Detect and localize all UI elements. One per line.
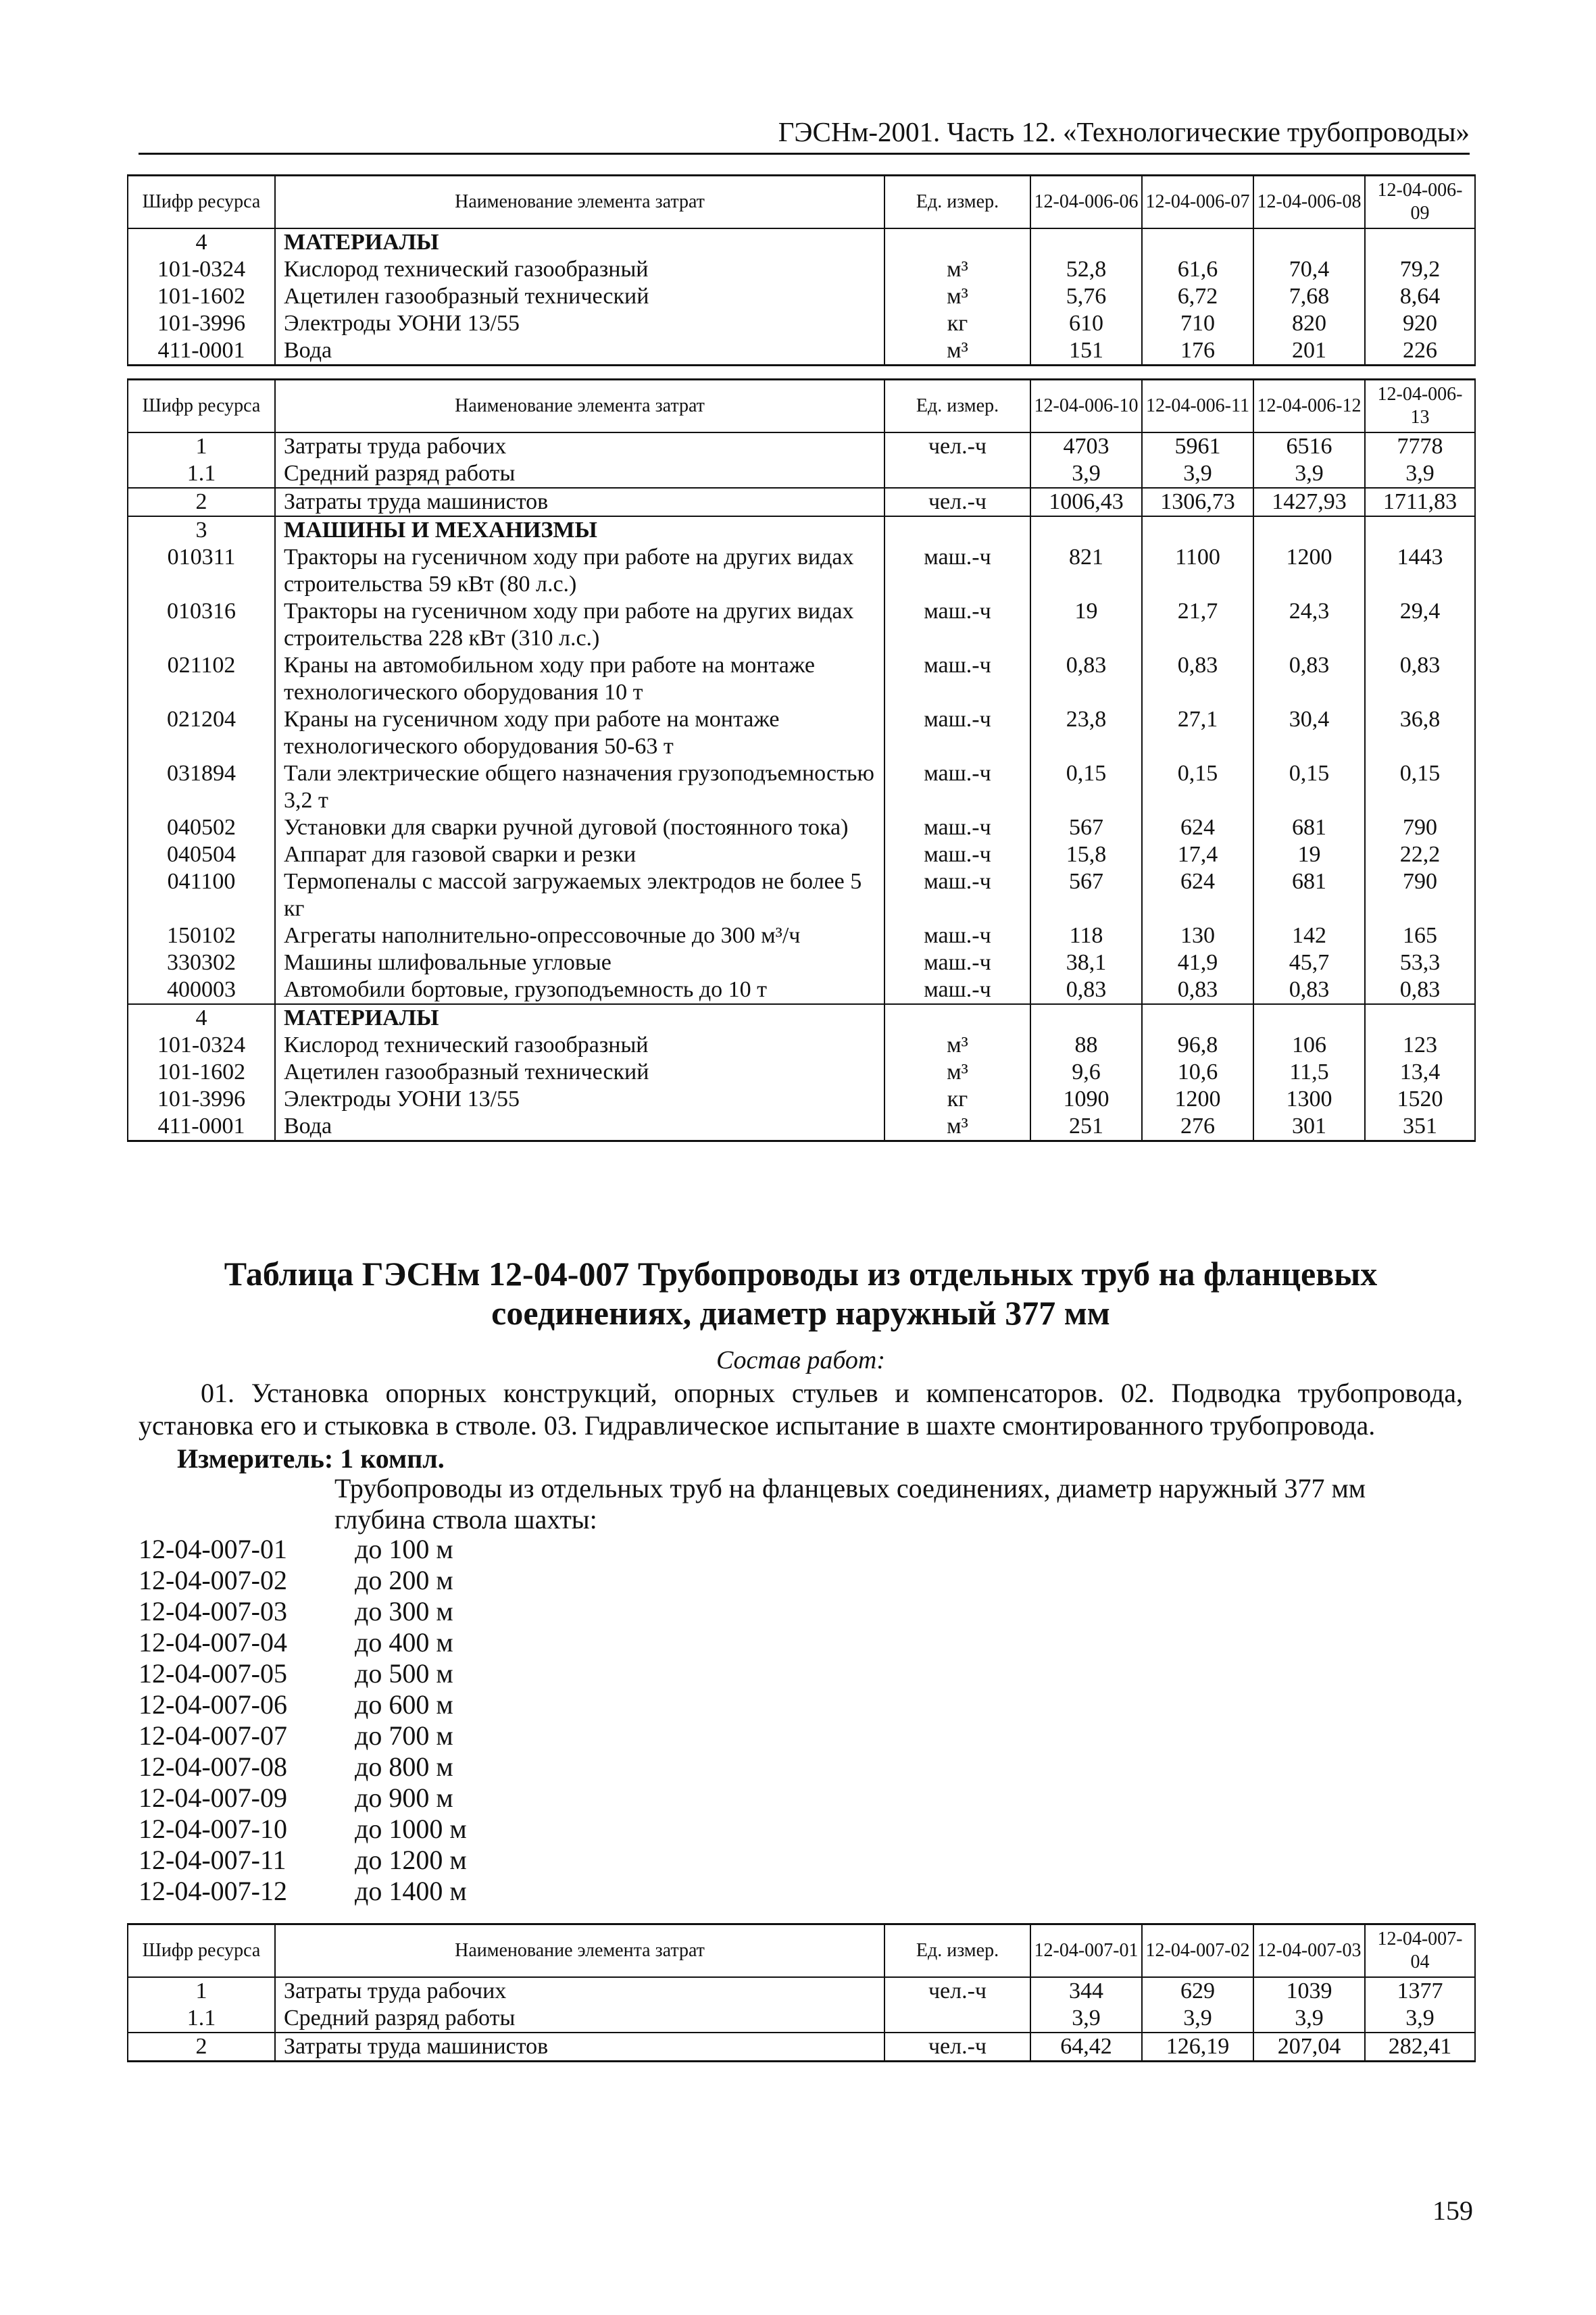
value-cell: 130 bbox=[1142, 922, 1253, 949]
variant-item bbox=[139, 1627, 467, 1658]
variant-depth: до 500 м bbox=[355, 1658, 453, 1689]
value-cell: 88 bbox=[1030, 1032, 1142, 1059]
unit-cell: чел.-ч bbox=[884, 2033, 1030, 2062]
variant-code: 12-04-007-09 bbox=[139, 1783, 287, 1813]
table-row bbox=[128, 337, 1475, 366]
table-row bbox=[128, 2033, 1475, 2062]
value-cell bbox=[1030, 516, 1142, 544]
value-cell bbox=[1142, 1004, 1253, 1032]
resource-table-006-10-13 bbox=[127, 378, 1476, 1142]
cost-element-name: Термопеналы с массой загружаемых электродов не более 5 кг bbox=[275, 868, 884, 922]
unit-cell: чел.-ч bbox=[884, 1977, 1030, 2005]
value-cell: 201 bbox=[1253, 337, 1365, 366]
cost-element-name: Вода bbox=[275, 337, 884, 366]
value-cell: 106 bbox=[1253, 1032, 1365, 1059]
value-cell: 1377 bbox=[1365, 1977, 1475, 2005]
header-norm-code: 12-04-006-09 bbox=[1365, 176, 1475, 229]
resource-code: 1.1 bbox=[128, 2005, 275, 2033]
header-name: Наименование элемента затрат bbox=[275, 380, 884, 433]
value-cell: 19 bbox=[1253, 841, 1365, 868]
resource-code: 040502 bbox=[128, 814, 275, 841]
unit-cell bbox=[884, 2005, 1030, 2033]
table-row bbox=[128, 598, 1475, 652]
table-row bbox=[128, 460, 1475, 488]
section-row bbox=[128, 516, 1475, 544]
unit-cell: м³ bbox=[884, 1032, 1030, 1059]
header-norm-code: 12-04-006-08 bbox=[1253, 176, 1365, 229]
header-norm-code: 12-04-007-02 bbox=[1142, 1924, 1253, 1978]
header-unit: Ед. измер. bbox=[884, 176, 1030, 229]
value-cell: 5961 bbox=[1142, 432, 1253, 460]
resource-code: 010316 bbox=[128, 598, 275, 652]
table-row bbox=[128, 1032, 1475, 1059]
cost-element-name: Кислород технический газообразный bbox=[275, 1032, 884, 1059]
value-cell: 1090 bbox=[1030, 1086, 1142, 1113]
value-cell: 176 bbox=[1142, 337, 1253, 366]
header-code: Шифр ресурса bbox=[128, 380, 275, 433]
resource-code: 101-3996 bbox=[128, 1086, 275, 1113]
unit-cell: маш.-ч bbox=[884, 868, 1030, 922]
value-cell: 251 bbox=[1030, 1113, 1142, 1141]
value-cell: 36,8 bbox=[1365, 706, 1475, 760]
table-row bbox=[128, 283, 1475, 310]
value-cell: 38,1 bbox=[1030, 949, 1142, 976]
value-cell: 3,9 bbox=[1365, 460, 1475, 488]
unit-cell: маш.-ч bbox=[884, 814, 1030, 841]
cost-element-name: Ацетилен газообразный технический bbox=[275, 1059, 884, 1086]
resource-code: 040504 bbox=[128, 841, 275, 868]
work-composition-text: 01. Установка опорных конструкций, опорных стульев и компенсаторов. 02. Подводка трубопровода, установка его и стыковка в стволе. 03. Гидравлическое испытание в шахте смонтированного трубопровода. bbox=[139, 1378, 1463, 1441]
value-cell: 821 bbox=[1030, 544, 1142, 598]
value-cell: 22,2 bbox=[1365, 841, 1475, 868]
value-cell: 790 bbox=[1365, 814, 1475, 841]
unit-cell: кг bbox=[884, 1086, 1030, 1113]
section-row bbox=[128, 228, 1475, 256]
value-cell: 8,64 bbox=[1365, 283, 1475, 310]
cost-element-name: Краны на автомобильном ходу при работе на монтаже технологического оборудования 10 т bbox=[275, 652, 884, 706]
value-cell: 64,42 bbox=[1030, 2033, 1142, 2062]
cost-element-name: Электроды УОНИ 13/55 bbox=[275, 310, 884, 337]
variant-code: 12-04-007-06 bbox=[139, 1689, 287, 1720]
value-cell: 790 bbox=[1365, 868, 1475, 922]
resource-code: 101-3996 bbox=[128, 310, 275, 337]
cost-element-name: Средний разряд работы bbox=[275, 460, 884, 488]
value-cell: 123 bbox=[1365, 1032, 1475, 1059]
value-cell: 45,7 bbox=[1253, 949, 1365, 976]
value-cell: 21,7 bbox=[1142, 598, 1253, 652]
variant-item bbox=[139, 1845, 467, 1876]
value-cell: 41,9 bbox=[1142, 949, 1253, 976]
running-header: ГЭСНм-2001. Часть 12. «Технологические трубопроводы» bbox=[139, 115, 1470, 155]
unit-cell: маш.-ч bbox=[884, 949, 1030, 976]
value-cell: 0,83 bbox=[1365, 652, 1475, 706]
value-cell: 1711,83 bbox=[1365, 488, 1475, 516]
value-cell: 5,76 bbox=[1030, 283, 1142, 310]
value-cell bbox=[1253, 228, 1365, 256]
resource-code: 4 bbox=[128, 228, 275, 256]
variant-code: 12-04-007-02 bbox=[139, 1565, 287, 1595]
value-cell: 61,6 bbox=[1142, 256, 1253, 283]
variant-depth: до 300 м bbox=[355, 1596, 453, 1626]
variant-depth: до 100 м bbox=[355, 1534, 453, 1564]
table-header-row bbox=[128, 380, 1475, 433]
resource-code: 411-0001 bbox=[128, 1113, 275, 1141]
value-cell: 19 bbox=[1030, 598, 1142, 652]
header-unit: Ед. измер. bbox=[884, 380, 1030, 433]
value-cell: 1100 bbox=[1142, 544, 1253, 598]
value-cell bbox=[1253, 516, 1365, 544]
cost-element-name: Затраты труда машинистов bbox=[275, 2033, 884, 2062]
value-cell: 301 bbox=[1253, 1113, 1365, 1141]
value-cell: 1006,43 bbox=[1030, 488, 1142, 516]
table-row bbox=[128, 1086, 1475, 1113]
variant-depth: до 600 м bbox=[355, 1689, 453, 1720]
value-cell: 13,4 bbox=[1365, 1059, 1475, 1086]
table-header-row bbox=[128, 1924, 1475, 1978]
resource-code: 1 bbox=[128, 432, 275, 460]
header-code: Шифр ресурса bbox=[128, 1924, 275, 1978]
variant-code: 12-04-007-08 bbox=[139, 1751, 287, 1782]
cost-element-name: Агрегаты наполнительно-опрессовочные до 300 м³/ч bbox=[275, 922, 884, 949]
resource-code: 041100 bbox=[128, 868, 275, 922]
unit-cell: маш.-ч bbox=[884, 976, 1030, 1004]
value-cell: 3,9 bbox=[1030, 2005, 1142, 2033]
cost-element-name: Краны на гусеничном ходу при работе на монтаже технологического оборудования 50-63 т bbox=[275, 706, 884, 760]
value-cell: 24,3 bbox=[1253, 598, 1365, 652]
value-cell: 3,9 bbox=[1030, 460, 1142, 488]
value-cell: 142 bbox=[1253, 922, 1365, 949]
value-cell: 3,9 bbox=[1365, 2005, 1475, 2033]
value-cell: 0,15 bbox=[1253, 760, 1365, 814]
unit-cell bbox=[884, 228, 1030, 256]
variant-item bbox=[139, 1814, 467, 1845]
value-cell: 0,83 bbox=[1253, 652, 1365, 706]
variant-code: 12-04-007-05 bbox=[139, 1658, 287, 1689]
table-row bbox=[128, 1059, 1475, 1086]
value-cell: 0,15 bbox=[1030, 760, 1142, 814]
value-cell: 1200 bbox=[1253, 544, 1365, 598]
page-number: 159 bbox=[1432, 2195, 1473, 2226]
resource-code: 021204 bbox=[128, 706, 275, 760]
value-cell: 681 bbox=[1253, 814, 1365, 841]
unit-cell: чел.-ч bbox=[884, 488, 1030, 516]
variant-item bbox=[139, 1658, 467, 1689]
value-cell: 17,4 bbox=[1142, 841, 1253, 868]
variant-depth: до 400 м bbox=[355, 1627, 453, 1658]
resource-code: 1 bbox=[128, 1977, 275, 2005]
variant-depth: до 700 м bbox=[355, 1720, 453, 1751]
cost-element-name: МАТЕРИАЛЫ bbox=[275, 1004, 884, 1032]
value-cell bbox=[1253, 1004, 1365, 1032]
section-row bbox=[128, 1004, 1475, 1032]
work-composition-label: Состав работ: bbox=[716, 1346, 886, 1374]
table-row bbox=[128, 814, 1475, 841]
header-norm-code: 12-04-007-01 bbox=[1030, 1924, 1142, 1978]
value-cell bbox=[1365, 1004, 1475, 1032]
value-cell: 351 bbox=[1365, 1113, 1475, 1141]
variant-item bbox=[139, 1565, 467, 1596]
table-row bbox=[128, 949, 1475, 976]
table-row bbox=[128, 652, 1475, 706]
header-name: Наименование элемента затрат bbox=[275, 176, 884, 229]
value-cell: 52,8 bbox=[1030, 256, 1142, 283]
value-cell: 3,9 bbox=[1142, 460, 1253, 488]
value-cell bbox=[1142, 228, 1253, 256]
value-cell: 165 bbox=[1365, 922, 1475, 949]
resource-code: 400003 bbox=[128, 976, 275, 1004]
variant-list bbox=[139, 1534, 467, 1907]
table-description: Трубопроводы из отдельных труб на фланцевых соединениях, диаметр наружный 377 мм глубина ствола шахты: bbox=[334, 1473, 1366, 1535]
value-cell: 567 bbox=[1030, 814, 1142, 841]
variant-item bbox=[139, 1720, 467, 1751]
resource-code: 150102 bbox=[128, 922, 275, 949]
variant-item bbox=[139, 1534, 467, 1565]
cost-element-name: Затраты труда рабочих bbox=[275, 1977, 884, 2005]
value-cell: 610 bbox=[1030, 310, 1142, 337]
unit-cell: маш.-ч bbox=[884, 598, 1030, 652]
resource-code: 010311 bbox=[128, 544, 275, 598]
header-norm-code: 12-04-006-11 bbox=[1142, 380, 1253, 433]
resource-code: 021102 bbox=[128, 652, 275, 706]
resource-code: 101-1602 bbox=[128, 283, 275, 310]
cost-element-name: Вода bbox=[275, 1113, 884, 1141]
table-row bbox=[128, 976, 1475, 1004]
header-norm-code: 12-04-006-13 bbox=[1365, 380, 1475, 433]
value-cell bbox=[1030, 228, 1142, 256]
value-cell: 151 bbox=[1030, 337, 1142, 366]
value-cell: 11,5 bbox=[1253, 1059, 1365, 1086]
value-cell: 567 bbox=[1030, 868, 1142, 922]
variant-item bbox=[139, 1751, 467, 1783]
value-cell: 0,15 bbox=[1365, 760, 1475, 814]
variant-code: 12-04-007-07 bbox=[139, 1720, 287, 1751]
variant-item bbox=[139, 1876, 467, 1907]
value-cell: 4703 bbox=[1030, 432, 1142, 460]
table-row bbox=[128, 706, 1475, 760]
value-cell: 6516 bbox=[1253, 432, 1365, 460]
value-cell: 15,8 bbox=[1030, 841, 1142, 868]
value-cell: 70,4 bbox=[1253, 256, 1365, 283]
cost-element-name: Тракторы на гусеничном ходу при работе на других видах строительства 228 кВт (310 л.с.) bbox=[275, 598, 884, 652]
table-row bbox=[128, 432, 1475, 460]
value-cell: 276 bbox=[1142, 1113, 1253, 1141]
unit-cell: м³ bbox=[884, 1113, 1030, 1141]
unit-cell: маш.-ч bbox=[884, 544, 1030, 598]
variant-depth: до 1400 м bbox=[355, 1876, 467, 1906]
resource-code: 4 bbox=[128, 1004, 275, 1032]
cost-element-name: Тали электрические общего назначения грузоподъемностью 3,2 т bbox=[275, 760, 884, 814]
resource-code: 3 bbox=[128, 516, 275, 544]
table-header-row bbox=[128, 176, 1475, 229]
value-cell: 79,2 bbox=[1365, 256, 1475, 283]
value-cell: 624 bbox=[1142, 814, 1253, 841]
value-cell: 29,4 bbox=[1365, 598, 1475, 652]
value-cell: 226 bbox=[1365, 337, 1475, 366]
resource-code: 031894 bbox=[128, 760, 275, 814]
cost-element-name: Затраты труда машинистов bbox=[275, 488, 884, 516]
header-norm-code: 12-04-006-10 bbox=[1030, 380, 1142, 433]
unit-cell: маш.-ч bbox=[884, 760, 1030, 814]
table-row bbox=[128, 488, 1475, 516]
value-cell: 282,41 bbox=[1365, 2033, 1475, 2062]
value-cell: 207,04 bbox=[1253, 2033, 1365, 2062]
table-row bbox=[128, 841, 1475, 868]
variant-code: 12-04-007-01 bbox=[139, 1534, 287, 1564]
unit-cell: м³ bbox=[884, 256, 1030, 283]
resource-code: 1.1 bbox=[128, 460, 275, 488]
resource-code: 411-0001 bbox=[128, 337, 275, 366]
cost-element-name: Электроды УОНИ 13/55 bbox=[275, 1086, 884, 1113]
value-cell: 7,68 bbox=[1253, 283, 1365, 310]
resource-code: 330302 bbox=[128, 949, 275, 976]
value-cell: 0,83 bbox=[1142, 976, 1253, 1004]
variant-code: 12-04-007-04 bbox=[139, 1627, 287, 1658]
table-row bbox=[128, 2005, 1475, 2033]
value-cell bbox=[1365, 516, 1475, 544]
header-code: Шифр ресурса bbox=[128, 176, 275, 229]
table-row bbox=[128, 544, 1475, 598]
value-cell: 23,8 bbox=[1030, 706, 1142, 760]
header-norm-code: 12-04-007-04 bbox=[1365, 1924, 1475, 1978]
cost-element-name: Средний разряд работы bbox=[275, 2005, 884, 2033]
resource-code: 101-1602 bbox=[128, 1059, 275, 1086]
variant-item bbox=[139, 1689, 467, 1720]
table-row bbox=[128, 1113, 1475, 1141]
cost-element-name: Ацетилен газообразный технический bbox=[275, 283, 884, 310]
unit-cell bbox=[884, 1004, 1030, 1032]
resource-table-006-06-09 bbox=[127, 174, 1476, 366]
unit-cell: маш.-ч bbox=[884, 706, 1030, 760]
variant-code: 12-04-007-10 bbox=[139, 1814, 287, 1844]
cost-element-name: Кислород технический газообразный bbox=[275, 256, 884, 283]
value-cell bbox=[1142, 516, 1253, 544]
value-cell: 0,83 bbox=[1030, 652, 1142, 706]
header-norm-code: 12-04-006-12 bbox=[1253, 380, 1365, 433]
value-cell: 118 bbox=[1030, 922, 1142, 949]
cost-element-name: Установки для сварки ручной дуговой (постоянного тока) bbox=[275, 814, 884, 841]
value-cell: 0,15 bbox=[1142, 760, 1253, 814]
header-unit: Ед. измер. bbox=[884, 1924, 1030, 1978]
unit-cell: маш.-ч bbox=[884, 922, 1030, 949]
unit-cell: м³ bbox=[884, 283, 1030, 310]
value-cell: 3,9 bbox=[1253, 460, 1365, 488]
value-cell: 681 bbox=[1253, 868, 1365, 922]
table-row bbox=[128, 922, 1475, 949]
resource-code: 101-0324 bbox=[128, 256, 275, 283]
variant-item bbox=[139, 1783, 467, 1814]
value-cell bbox=[1365, 228, 1475, 256]
value-cell: 0,83 bbox=[1142, 652, 1253, 706]
value-cell: 53,3 bbox=[1365, 949, 1475, 976]
cost-element-name: Аппарат для газовой сварки и резки bbox=[275, 841, 884, 868]
variant-depth: до 900 м bbox=[355, 1783, 453, 1813]
resource-table-007-01-04 bbox=[127, 1923, 1476, 2062]
value-cell: 629 bbox=[1142, 1977, 1253, 2005]
table-title: Таблица ГЭСНм 12-04-007 Трубопроводы из отдельных труб на фланцевых соединениях, диаметр наружный 377 мм bbox=[224, 1255, 1378, 1332]
value-cell: 1200 bbox=[1142, 1086, 1253, 1113]
value-cell: 0,83 bbox=[1253, 976, 1365, 1004]
cost-element-name: Машины шлифовальные угловые bbox=[275, 949, 884, 976]
value-cell: 7778 bbox=[1365, 432, 1475, 460]
value-cell: 30,4 bbox=[1253, 706, 1365, 760]
value-cell bbox=[1030, 1004, 1142, 1032]
value-cell: 96,8 bbox=[1142, 1032, 1253, 1059]
unit-cell: м³ bbox=[884, 1059, 1030, 1086]
value-cell: 0,83 bbox=[1365, 976, 1475, 1004]
cost-element-name: МАШИНЫ И МЕХАНИЗМЫ bbox=[275, 516, 884, 544]
value-cell: 624 bbox=[1142, 868, 1253, 922]
value-cell: 3,9 bbox=[1142, 2005, 1253, 2033]
value-cell: 710 bbox=[1142, 310, 1253, 337]
header-norm-code: 12-04-006-06 bbox=[1030, 176, 1142, 229]
value-cell: 27,1 bbox=[1142, 706, 1253, 760]
value-cell: 126,19 bbox=[1142, 2033, 1253, 2062]
variant-depth: до 1000 м bbox=[355, 1814, 467, 1844]
variant-code: 12-04-007-03 bbox=[139, 1596, 287, 1626]
resource-code: 2 bbox=[128, 488, 275, 516]
variant-depth: до 200 м bbox=[355, 1565, 453, 1595]
unit-cell bbox=[884, 460, 1030, 488]
value-cell: 9,6 bbox=[1030, 1059, 1142, 1086]
value-cell: 344 bbox=[1030, 1977, 1142, 2005]
table-row bbox=[128, 256, 1475, 283]
value-cell: 0,83 bbox=[1030, 976, 1142, 1004]
table-row bbox=[128, 1977, 1475, 2005]
value-cell: 1306,73 bbox=[1142, 488, 1253, 516]
value-cell: 1520 bbox=[1365, 1086, 1475, 1113]
resource-code: 101-0324 bbox=[128, 1032, 275, 1059]
value-cell: 6,72 bbox=[1142, 283, 1253, 310]
variant-item bbox=[139, 1596, 467, 1627]
cost-element-name: Тракторы на гусеничном ходу при работе на других видах строительства 59 кВт (80 л.с.) bbox=[275, 544, 884, 598]
unit-cell bbox=[884, 516, 1030, 544]
unit-cell: маш.-ч bbox=[884, 652, 1030, 706]
measure-line bbox=[177, 1443, 445, 1475]
table-row bbox=[128, 760, 1475, 814]
unit-cell: м³ bbox=[884, 337, 1030, 366]
measure-value: 1 компл. bbox=[340, 1443, 445, 1474]
value-cell: 10,6 bbox=[1142, 1059, 1253, 1086]
value-cell: 1039 bbox=[1253, 1977, 1365, 2005]
unit-cell: маш.-ч bbox=[884, 841, 1030, 868]
variant-depth: до 1200 м bbox=[355, 1845, 467, 1875]
variant-code: 12-04-007-11 bbox=[139, 1845, 286, 1875]
header-norm-code: 12-04-007-03 bbox=[1253, 1924, 1365, 1978]
value-cell: 1443 bbox=[1365, 544, 1475, 598]
value-cell: 1300 bbox=[1253, 1086, 1365, 1113]
unit-cell: чел.-ч bbox=[884, 432, 1030, 460]
table-row bbox=[128, 868, 1475, 922]
variant-code: 12-04-007-12 bbox=[139, 1876, 287, 1906]
unit-cell: кг bbox=[884, 310, 1030, 337]
measure-label: Измеритель: bbox=[177, 1443, 334, 1474]
value-cell: 3,9 bbox=[1253, 2005, 1365, 2033]
header-name: Наименование элемента затрат bbox=[275, 1924, 884, 1978]
resource-code: 2 bbox=[128, 2033, 275, 2062]
cost-element-name: МАТЕРИАЛЫ bbox=[275, 228, 884, 256]
variant-depth: до 800 м bbox=[355, 1751, 453, 1782]
value-cell: 820 bbox=[1253, 310, 1365, 337]
value-cell: 920 bbox=[1365, 310, 1475, 337]
value-cell: 1427,93 bbox=[1253, 488, 1365, 516]
header-norm-code: 12-04-006-07 bbox=[1142, 176, 1253, 229]
cost-element-name: Автомобили бортовые, грузоподъемность до 10 т bbox=[275, 976, 884, 1004]
cost-element-name: Затраты труда рабочих bbox=[275, 432, 884, 460]
table-row bbox=[128, 310, 1475, 337]
